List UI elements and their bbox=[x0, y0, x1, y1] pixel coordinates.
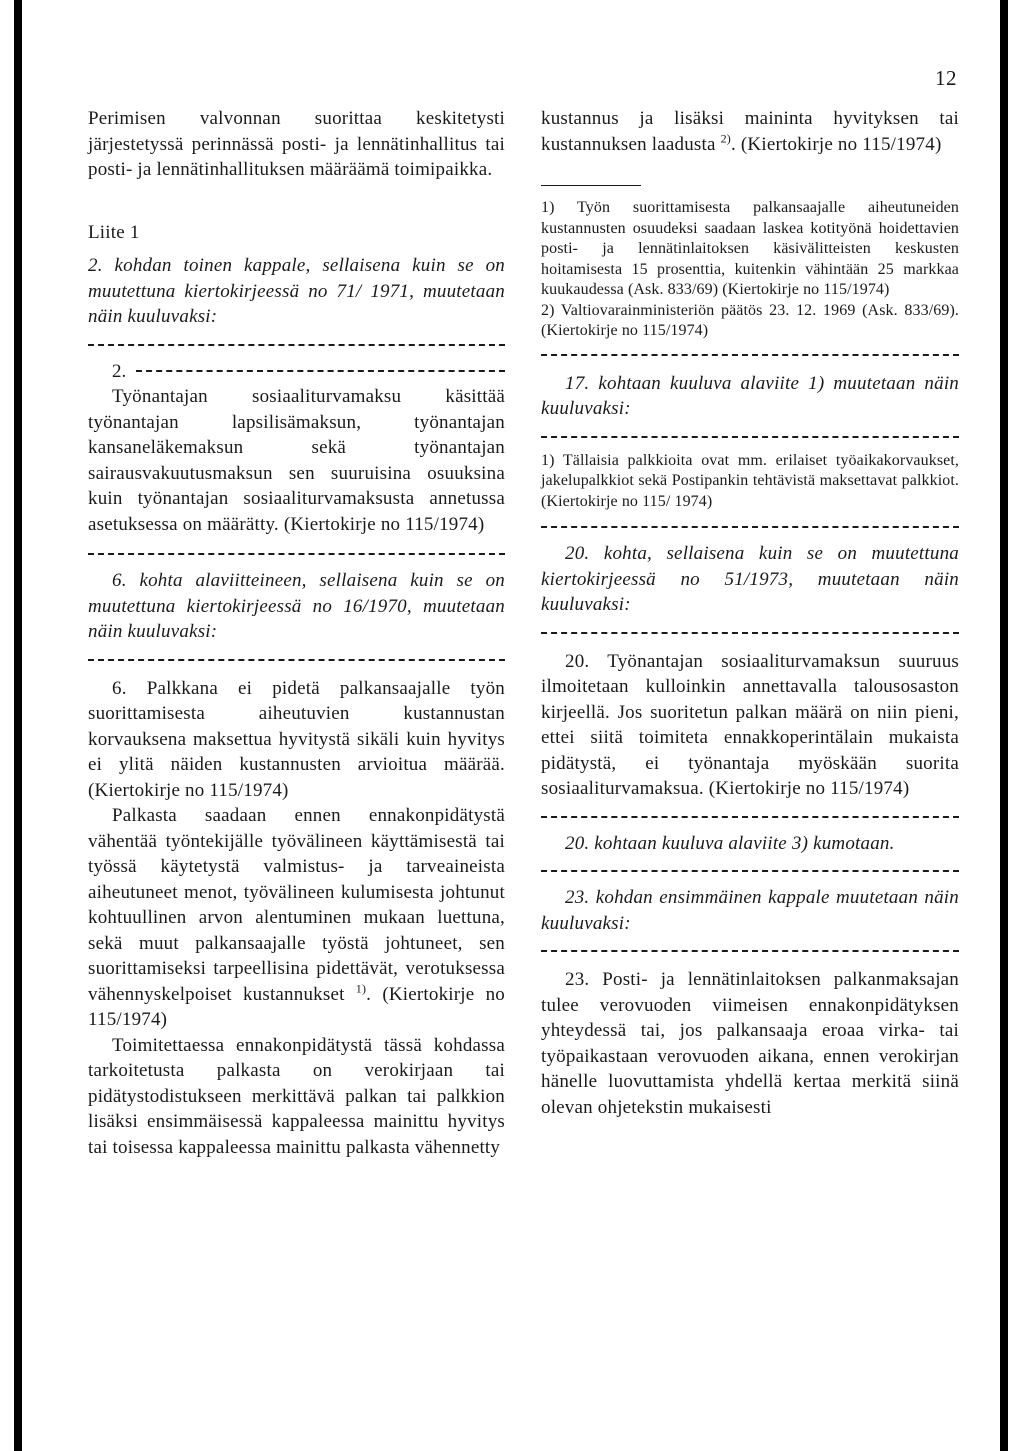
footnote-ref: 2) bbox=[720, 131, 731, 146]
scan-edge-right bbox=[1000, 0, 1008, 1451]
heading-kohta-6: 6. kohta alaviitteineen, sellaisena kuin se on muutettuna kiertokirjeessä no 16/1970, muutetaan näin kuuluvaksi: bbox=[88, 570, 505, 642]
heading-kohta-2: 2. kohdan toinen kappale, sellaisena kuin se on muutettuna kiertokirjeessä no 71/ 1971, muutetaan näin kuuluvaksi: bbox=[88, 255, 505, 327]
paragraph-20-tyonantajan: 20. Työnantajan sosiaaliturvamaksun suuruus ilmoitetaan kulloinkin annettavalla talousosaston kirjeellä. Jos suoritetun palkan määrä on niin pieni, ettei siitä toimiteta ennakkoperintälain mukaista pidätystä, ei työnantaja myöskään suorita sosiaaliturvamaksua. (Kiertokirje no 115/1974) bbox=[541, 650, 959, 799]
right-column bbox=[541, 106, 959, 1120]
footnote-17: 1) Tällaisia palkkioita ovat mm. erilaiset työaikakorvaukset, jakelupalkkiot sekä Postipankin tehtävistä maksettavat palkkiot. (Kiertokirje no 115/ 1974) bbox=[541, 451, 959, 510]
paragraph-text: kustannus ja lisäksi maininta hyvityksen tai kustannuksen laadusta bbox=[541, 108, 959, 155]
page-number: 12 bbox=[935, 66, 957, 90]
paragraph-palkasta-saadaan bbox=[88, 803, 505, 1033]
paragraph-text: . (Kiertokirje no 115/1974) bbox=[731, 133, 942, 155]
paragraph-text: Palkasta saadaan ennen ennakonpidätystä vähentää työntekijälle työvälineen käyttämisestä tai työssä käytetystä valmistus- ja tarveaineista aiheutuneet menot, työvälineen kulumisesta johtunut kohtuullinen arvon alentuminen mukaan luettuna, sekä muut palkansaajalle työstä johtuneet, sen suorittamiseksi tarpeellisina pidettävät, verotuksessa vähennyskelpoiset kustannukset bbox=[88, 805, 505, 1005]
heading-kohta-20-alaviite: 20. kohtaan kuuluva alaviite 3) kumotaan. bbox=[565, 832, 895, 854]
paragraph-perimisen: Perimisen valvonnan suorittaa keskitetysti järjestetyssä perinnässä posti- ja lennätinhallitus tai posti- ja lennätinhallituksen määräämä toimipaikka. bbox=[88, 108, 505, 180]
heading-kohta-17: 17. kohtaan kuuluva alaviite 1) muutetaan näin kuuluvaksi: bbox=[541, 372, 959, 419]
paragraph-text: . (Kiertokirje no 115/1974) bbox=[88, 983, 505, 1030]
footnote-2: 2) Valtiovarainministeriön päätös 23. 12. 1969 (Ask. 833/69). (Kiertokirje no 115/1974) bbox=[541, 301, 959, 339]
heading-kohta-20: 20. kohta, sellaisena kuin se on muutettuna kiertokirjeessä no 51/1973, muutetaan näin kuuluvaksi: bbox=[541, 543, 959, 615]
paragraph-kustannus bbox=[541, 106, 959, 157]
scan-edge-left bbox=[14, 0, 22, 1451]
paragraph-toimitettaessa: Toimitettaessa ennakonpidätystä tässä kohdassa tarkoitetusta palkasta on verokirjaan tai pidätystodistukseen merkittävä palkan tai palkkion lisäksi ensimmäisessä kappaleessa mainittu hyvitys tai toisessa kappaleessa mainittu palkasta vähennetty bbox=[88, 1034, 505, 1158]
footnote-ref: 1) bbox=[355, 981, 367, 996]
left-column bbox=[88, 106, 505, 1160]
section-number: 2. bbox=[112, 360, 127, 382]
paragraph-6-palkkana: 6. Palkkana ei pidetä palkansaajalle työn suorittamisesta aiheutuvien kustannustan korvauksena maksettua hyvitystä sikäli kuin hyvitys ei ylitä näiden kustannusten arvioitua määrää. (Kiertokirje no 115/1974) bbox=[88, 677, 505, 801]
dashed-separator bbox=[136, 370, 505, 372]
section-2-number bbox=[88, 359, 505, 385]
paragraph-tyonantajan-sosiaaliturvamaksu: Työnantajan sosiaaliturvamaksu käsittää työnantajan lapsilisämaksun, työnantajan kansaneläkemaksun sekä työnantajan sairausvakuutusmaksun sen suuruisina osuuksina kuin työnantajan sosiaaliturvamaksusta annetussa asetuksessa on määrätty. (Kiertokirje no 115/1974) bbox=[88, 386, 505, 535]
paragraph-23-posti: 23. Posti- ja lennätinlaitoksen palkanmaksajan tulee verovuoden viimeisen ennakonpidätyksen yhteydessä tai, jos palkansaaja eroaa virka- tai työpaikastaan verovuoden aikana, ennen verokirjan hänelle luovuttamista yhdellä kertaa merkitä siinä olevan ohjetekstin mukaisesti bbox=[541, 969, 959, 1118]
appendix-label: Liite 1 bbox=[88, 221, 140, 243]
heading-kohta-23: 23. kohdan ensimmäinen kappale muutetaan näin kuuluvaksi: bbox=[541, 887, 959, 934]
footnote-1: 1) Työn suorittamisesta palkansaajalle aiheutuneiden kustannusten osuudeksi saadaan laskea kotityönä hoidettavien posti- ja lennätinlaitoksen käsivälitteisten keskusten hoitamisesta 15 prosenttia, kuitenkin vähintään 25 markkaa kuukaudessa (Ask. 833/69) (Kiertokirje no 115/1974) bbox=[541, 199, 959, 298]
